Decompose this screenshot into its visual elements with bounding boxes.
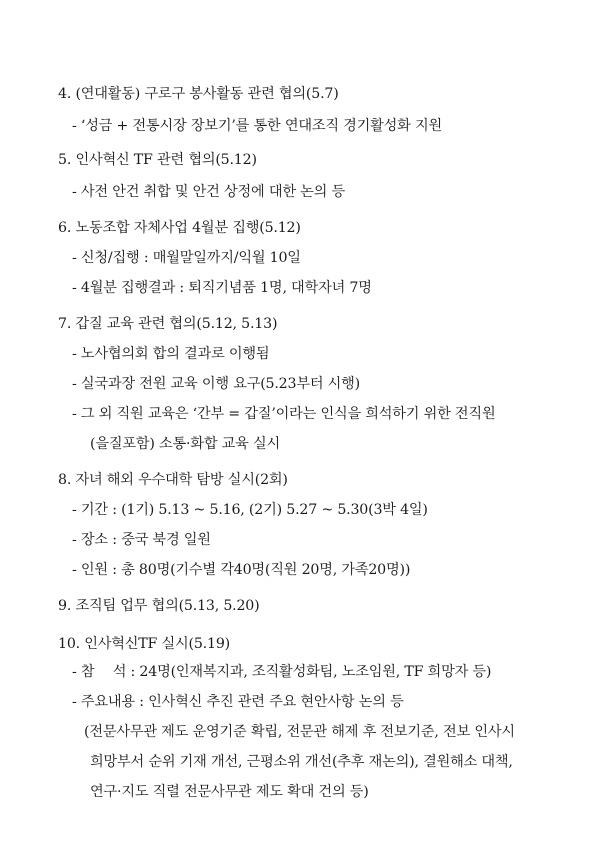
section-5-heading: 5. 인사혁신 TF 관련 협의(5.12): [58, 152, 257, 168]
section-6-heading: 6. 노동조합 자체사업 4월분 집행(5.12): [58, 220, 301, 236]
section-4-heading: 4. (연대활동) 구로구 봉사활동 관련 협의(5.7): [58, 86, 339, 102]
section-7-heading: 7. 갑질 교육 관련 협의(5.12, 5.13): [58, 316, 278, 332]
section-9-heading: 9. 조직팀 업무 협의(5.13, 5.20): [58, 598, 260, 614]
section-8-item-3: - 인원 : 총 80명(기수별 각40명(직원 20명, 가족20명)): [72, 562, 411, 578]
section-10-continuation-3: 연구·지도 직렬 전문사무관 제도 확대 건의 등): [90, 784, 369, 800]
section-8-item-2: - 장소 : 중국 북경 일원: [72, 532, 211, 548]
section-5-item-1: - 사전 안건 취합 및 안건 상정에 대한 논의 등: [72, 184, 345, 200]
section-7-item-1: - 노사협의회 합의 결과로 이행됨: [72, 346, 270, 362]
section-7-item-3: - 그 외 직원 교육은 ‘간부 = 갑질’이라는 인식을 희석하기 위한 전직원: [72, 406, 496, 422]
section-10-item-1: - 참 석 : 24명(인재복지과, 조직활성화팀, 노조임원, TF 희망자 등): [72, 664, 492, 680]
section-10-continuation-2: 희망부서 순위 기재 개선, 근평소위 개선(추후 재논의), 결원해소 대책,: [90, 754, 513, 770]
section-7-continuation-1: (을질포함) 소통·화합 교육 실시: [90, 436, 280, 452]
section-10-continuation-1: (전문사무관 제도 운영기준 확립, 전문관 해제 후 전보기준, 전보 인사시: [84, 724, 515, 740]
section-6-item-1: - 신청/집행 : 매월말일까지/익월 10일: [72, 250, 301, 266]
section-8-item-1: - 기간 : (1기) 5.13 ~ 5.16, (2기) 5.27 ~ 5.30(3박 4일): [72, 502, 428, 518]
section-10-item-2: - 주요내용 : 인사혁신 추진 관련 주요 현안사항 논의 등: [72, 694, 404, 710]
section-7-item-2: - 실국과장 전원 교육 이행 요구(5.23부터 시행): [72, 376, 360, 392]
section-8-heading: 8. 자녀 해외 우수대학 탐방 실시(2회): [58, 472, 288, 488]
section-4-item-1: - ‘성금 + 전통시장 장보기’를 통한 연대조직 경기활성화 지원: [72, 118, 442, 134]
section-6-item-2: - 4월분 집행결과 : 퇴직기념품 1명, 대학자녀 7명: [72, 280, 372, 296]
section-10-heading: 10. 인사혁신TF 실시(5.19): [58, 636, 230, 652]
